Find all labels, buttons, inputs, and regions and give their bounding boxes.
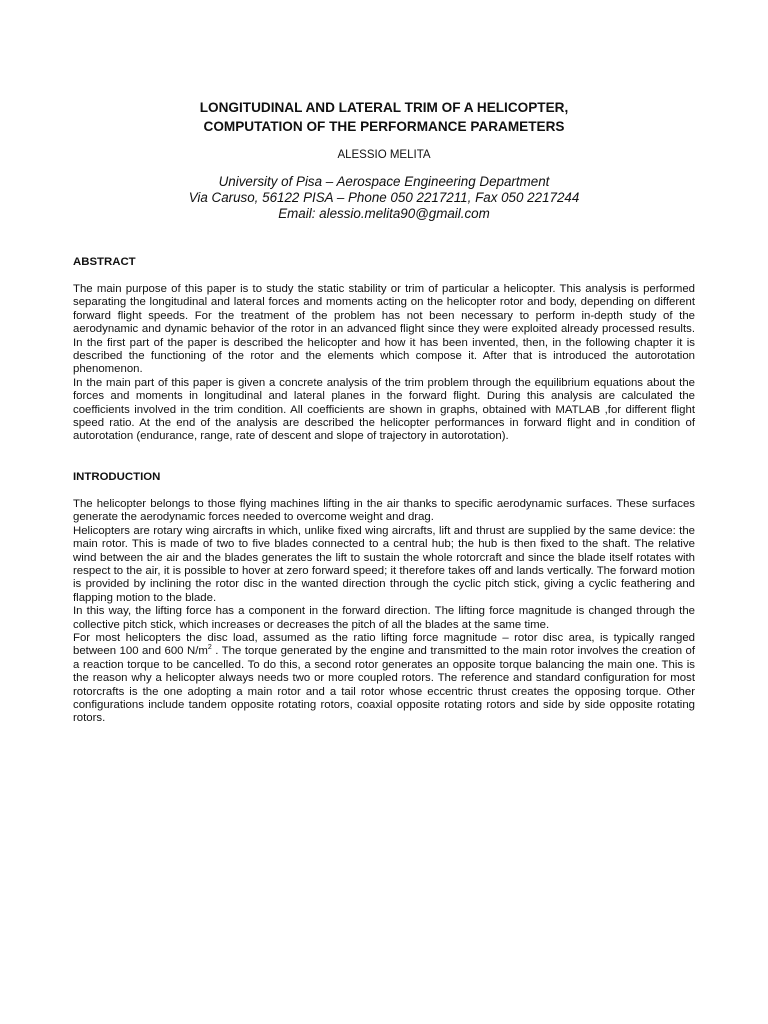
abstract-body — [73, 283, 695, 444]
introduction-paragraph-3: In this way, the lifting force has a component in the forward direction. The lifting force magnitude is changed through the collective pitch stick, which increases or decreases the pitch of all the blades at the same time. — [73, 605, 695, 631]
author-name: ALESSIO MELITA — [337, 149, 431, 161]
introduction-paragraph-2: Helicopters are rotary wing aircrafts in which, unlike fixed wing aircrafts, lift and thrust are supplied by the same device: the main rotor. This is made of two to five blades connected to a central hub; the hub is then fixed to the shaft. The relative wind between the air and the blades generates the lift to sustain the whole rotorcraft and since the blade itself rotates with respect to the air, it is possible to hover at zero forward speed; it therefore takes off and lands vertically. The forward motion is provided by inclining the rotor disc in the wanted direction through the cyclic pitch stick, giving a cyclic feathering and flapping motion to the blade. — [73, 524, 695, 604]
superscript-exponent: 2 — [207, 644, 212, 652]
abstract-heading: ABSTRACT — [73, 256, 136, 268]
introduction-paragraph-4 — [73, 632, 695, 726]
introduction-heading: INTRODUCTION — [73, 470, 161, 483]
title-line-2: COMPUTATION OF THE PERFORMANCE PARAMETERS — [203, 119, 565, 134]
paragraph-4-text-end: . The torque generated by the engine and transmitted to the main rotor involves the creation of a reaction torque to be cancelled. To do this, a second rotor generates an opposite torque balancing the main one. This is the reason why a helicopter always needs two or more coupled rotors. The reference and standard configuration for most rotorcrafts is the one adopting a main rotor and a tail rotor whose eccentric thrust creates the opposing torque. Other configurations include tandem opposite rotating rotors, coaxial opposite rotating rotors and side by side opposite rotating rotors. — [73, 645, 696, 725]
paper-title — [73, 98, 695, 136]
introduction-paragraph-1: The helicopter belongs to those flying machines lifting in the air thanks to specific aerodynamic surfaces. These surfaces generate the aerodynamic forces needed to overcome weight and drag. — [73, 497, 695, 524]
affiliation-address: Via Caruso, 56122 PISA – Phone 050 2217211, Fax 050 2217244 — [188, 190, 580, 205]
abstract-paragraph-2: In the main part of this paper is given a concrete analysis of the trim problem through the equilibrium equations about the forces and moments in longitudinal and lateral planes in the forward flight. During this analysis are calculated the coefficients involved in the trim condition. All coefficients are shown in graphs, obtained with MATLAB ,for different flight speed ratio. At the end of the analysis are described the helicopter performances in forward flight and in condition of autorotation (endurance, range, rate of descent and slope of trajectory in autorotation). — [73, 376, 695, 443]
title-line-1: LONGITUDINAL AND LATERAL TRIM OF A HELICOPTER, — [199, 100, 569, 115]
affiliation-block — [73, 174, 695, 222]
affiliation-university: University of Pisa – Aerospace Engineering Department — [218, 174, 550, 189]
introduction-body — [73, 498, 695, 726]
affiliation-email: Email: alessio.melita90@gmail.com — [278, 206, 490, 221]
paragraph-4-text-start: For most helicopters the disc load, assumed as the ratio lifting force magnitude – rotor disc area, is typically ranged between 100 and 600 N/m — [73, 631, 695, 658]
abstract-paragraph-1: The main purpose of this paper is to study the static stability or trim of particular a helicopter. This analysis is performed separating the longitudinal and lateral forces and moments acting on the helicopter rotor and body, depending on different forward flight speeds. For the treatment of the problem has not been necessary to perform in-depth study of the aerodynamic and dynamic behavior of the rotor in an advanced flight since they were exploited already processed results. In the first part of the paper is described the helicopter and how it has been invented, then, in the following chapter it is described the functioning of the rotor and the elements which compose it. After that is introduced the autorotation phenomenon. — [73, 283, 695, 376]
